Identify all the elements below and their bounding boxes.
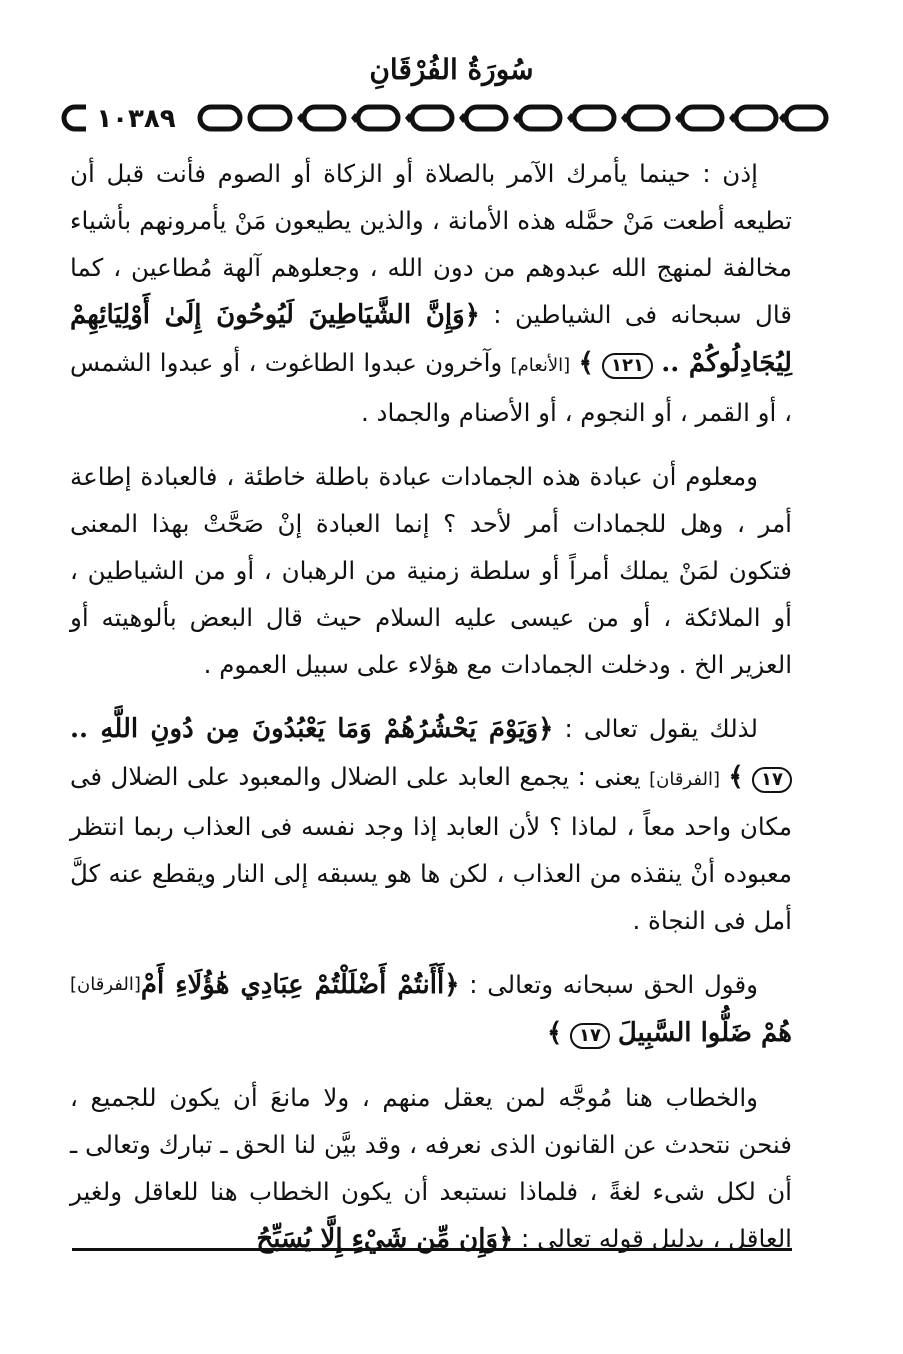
p4-text: وقول الحق سبحانه وتعالى : [459, 970, 758, 999]
p1-verse-close: ﴾ [578, 348, 594, 378]
paragraph-1 [70, 150, 792, 436]
p3-ayah-number: ١٧ [752, 767, 792, 793]
p3-text-2: يعنى : يجمع العابد على الضلال والمعبود على الضلال فى مكان واحد معاً ، لماذا ؟ لأن العابد إذا وجد نفسه فى العذاب ربما انتظر معبوده أنْ ينقذه من العذاب ، لكن ها هو يسبقه إلى النار ويقطع عنه كلَّ أمل فى النجاة . [70, 762, 792, 935]
page-number: ١٠٣٨٩ [86, 100, 186, 138]
p3-verse-close: ﴾ [728, 762, 744, 792]
p2-text: ومعلوم أن عبادة هذه الجمادات عبادة باطلة خاطئة ، فالعبادة إطاعة أمر ، وهل للجمادات أمر لأحد ؟ إنما العبادة إنْ صَحَّتْ بهذا المعنى فتكون لمَنْ يملك أمراً أو سلطة زمنية من الرهبان ، أو من الشياطين ، أو الملائكة ، أو من عيسى عليه السلام حيث قال البعض بألوهيته أو العزير الخ . ودخلت الجمادات مع هؤلاء على سبيل العموم . [70, 462, 792, 679]
p1-surah-ref: [الأنعام] [510, 355, 571, 376]
paragraph-5 [70, 1074, 792, 1263]
p3-surah-ref: [الفرقان] [649, 769, 720, 790]
footnote-divider [72, 1248, 792, 1251]
p1-text: إذن : حينما يأمرك الآمر بالصلاة أو الزكاة أو الصوم فأنت قبل أن تطيعه أطعت مَنْ حمَّله هذه الأمانة ، والذين يطيعون مَنْ يأمرونهم بأشياء مخالفة لمنهج الله عبدوهم من دون الله ، وجعلوهم آلهة مُطاعين ، كما قال سبحانه فى الشياطين : [70, 159, 792, 329]
p4-ayah-number: ١٧ [570, 1023, 610, 1049]
p1-ayah-number: ١٢١ [602, 353, 653, 379]
p3-quran-verse: ﴿وَيَوْمَ يَحْشُرُهُمْ وَمَا يَعْبُدُونَ مِن دُونِ اللَّهِ .. [70, 714, 554, 744]
paragraph-2 [70, 453, 792, 688]
paragraph-3 [70, 705, 792, 944]
p4-quran-verse: ﴿أَأَنتُمْ أَضْلَلْتُمْ عِبَادِي هَٰؤُلَاءِ أَمْ هُمْ ضَلُّوا السَّبِيلَ [140, 970, 792, 1048]
p4-verse-close: ﴾ [547, 1018, 563, 1048]
p3-text: لذلك يقول تعالى : [553, 714, 758, 743]
p1-text-2: وآخرون عبدوا الطاغوت ، أو عبدوا الشمس ، أو القمر ، أو النجوم ، أو الأصنام والجماد . [70, 348, 792, 427]
p5-quran-verse: ﴿وَإِن مِّن شَيْءٍ إِلَّا يُسَبِّحُ [256, 1224, 514, 1254]
p4-surah-ref: [الفرقان] [70, 974, 141, 995]
paragraph-4 [70, 961, 792, 1057]
surah-title: سُورَةُ الفُرْقَانِ [369, 53, 534, 86]
p5-text: والخطاب هنا مُوجَّه لمن يعقل منهم ، ولا مانعَ أن يكون للجميع ، فنحن نتحدث عن القانون الذى نعرفه ، وقد بيَّن لنا الحق ـ تبارك وتعالى ـ أن لكل شىء لغةً ، فلماذا نستبعد أن يكون الخطاب هنا للعاقل ولغير العاقل ، بدليل قوله تعالى : [70, 1083, 792, 1253]
body-text [70, 150, 792, 1263]
p1-quran-verse: ﴿وَإِنَّ الشَّيَاطِينَ لَيُوحُونَ إِلَىٰ أَوْلِيَائِهِمْ لِيُجَادِلُوكُمْ .. [70, 300, 792, 378]
